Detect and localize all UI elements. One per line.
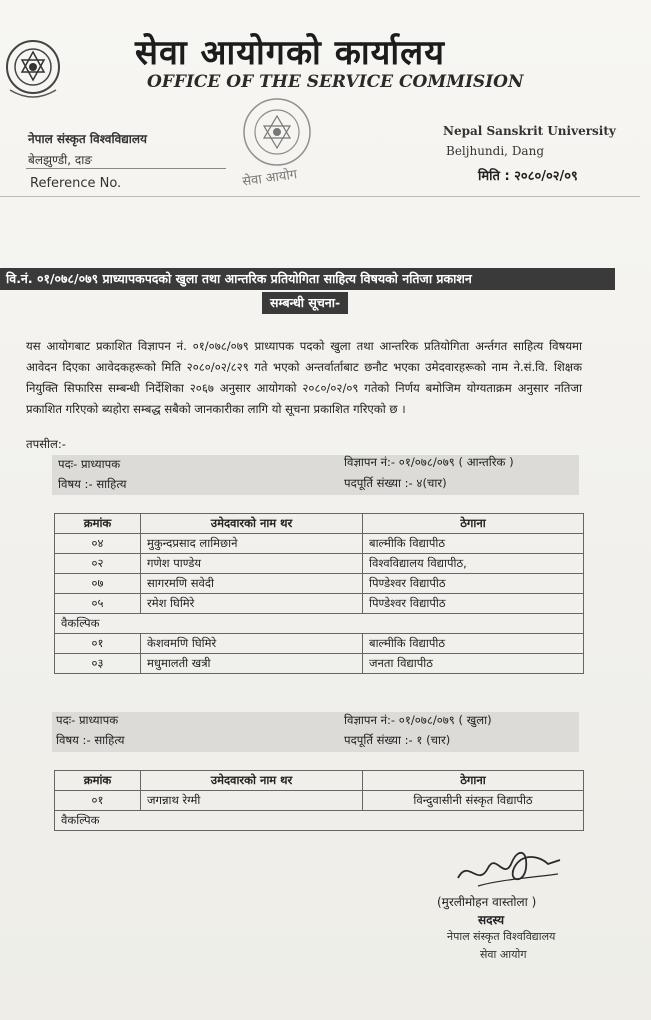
serial-cell: ०३: [55, 654, 141, 674]
notice-paragraph: यस आयोगबाट प्रकाशित विज्ञापन नं. ०१/०७८/०७९ प्राध्यापक पदको खुला तथा आन्तरिक प्रतियोगिता अर्न्तगत साहित्य विषयमा आवेदन दिएका आवेदकहरूको मिति २०८०/०२/८२९ गते भएको अन्तर्वार्ताबाट छनौट भएका उमेदवारहरूको नाम ने.सं.वि. शिक्षक नियुक्ति सिफारिस सम्बन्धी निर्देशिका २०६७ अनुसार आयोगको २०८०/०२/०९ गतेको निर्णय बमोजिम योग्यताक्रम अनुसार नतिजा प्रकाशित गरिएको ब्यहोरा सम्बद्ध सबैको जानकारीका लागि यो सूचना प्रकाशित गरिएको छ ।: [26, 339, 582, 416]
signatory-org: नेपाल संस्कृत विश्वविद्यालय: [447, 930, 556, 943]
notice-heading-line1: वि.नं. ०१/०७८/०७९ प्राध्यापकपदको खुला तथा आन्तरिक प्रतियोगिता साहित्य विषयको नतिजा प्रकाशन: [0, 268, 615, 290]
address-cell: विश्वविद्यालय विद्यापीठ,: [363, 554, 584, 574]
serial-cell: ०१: [55, 791, 141, 811]
section1-subject: विषय :- साहित्य: [58, 477, 127, 491]
column-header-address: ठेगाना: [363, 514, 584, 534]
alternate-label-row: [55, 811, 584, 831]
table-row: [55, 791, 584, 811]
section2-ad-number: विज्ञापन नं:- ०१/०७८/०७९ ( खुला): [344, 713, 492, 727]
section2-seats: पदपूर्ति संख्या :- १ (चार): [344, 733, 451, 747]
name-cell: रमेश घिमिरे: [141, 594, 363, 614]
section1-results-table: [54, 513, 584, 674]
table-row: [55, 554, 584, 574]
university-name-nepali: नेपाल संस्कृत विश्वविद्यालय: [28, 132, 148, 146]
name-cell: केशवमणि घिमिरे: [141, 634, 363, 654]
column-header-serial: क्रमांक: [55, 771, 141, 791]
signatory-name: (मुरलीमोहन वास्तोला ): [437, 895, 537, 909]
address-cell: विन्दुवासीनी संस्कृत विद्यापीठ: [363, 791, 584, 811]
column-header-name: उमेदवारको नाम थर: [141, 771, 363, 791]
university-name-english: Nepal Sanskrit University: [443, 124, 616, 138]
header-bottom-rule: [0, 196, 640, 197]
name-cell: सागरमणि सवेदी: [141, 574, 363, 594]
notice-date: मिति : २०८०/०२/०९: [478, 169, 578, 184]
seal-text: सेवा आयोग: [241, 167, 299, 190]
address-cell: बाल्मीकि विद्यापीठ: [363, 534, 584, 554]
header-left-rule: [26, 168, 226, 169]
section1-seats: पदपूर्ति संख्या :- ४(चार): [344, 476, 447, 490]
serial-cell: ०७: [55, 574, 141, 594]
serial-cell: ०५: [55, 594, 141, 614]
name-cell: गणेश पाण्डेय: [141, 554, 363, 574]
table-row: [55, 594, 584, 614]
section2-results-table: [54, 770, 584, 831]
section2-info-band: [52, 712, 579, 752]
table-row: [55, 654, 584, 674]
name-cell: मधुमालती खत्री: [141, 654, 363, 674]
column-header-serial: क्रमांक: [55, 514, 141, 534]
table-header-row: [55, 514, 584, 534]
table-row: [55, 534, 584, 554]
university-address-english: Beljhundi, Dang: [446, 144, 544, 158]
office-title-nepali: सेवा आयोगको कार्यालय: [135, 33, 445, 73]
alternate-label: वैकल्पिक: [55, 614, 584, 634]
name-cell: मुकुन्दप्रसाद लामिछाने: [141, 534, 363, 554]
section2-post: पदः- प्राध्यापक: [56, 713, 119, 727]
signatory-role: सदस्य: [478, 913, 505, 927]
table-row: [55, 634, 584, 654]
reference-label: Reference No.: [30, 176, 122, 191]
tapasil-label: तपसील:-: [26, 437, 66, 451]
section2-subject: विषय :- साहित्य: [56, 733, 125, 747]
university-emblem-icon: [4, 34, 62, 100]
table-header-row: [55, 771, 584, 791]
address-cell: जनता विद्यापीठ: [363, 654, 584, 674]
signature-icon: [448, 838, 568, 898]
section1-post: पदः- प्राध्यापक: [58, 457, 121, 471]
column-header-name: उमेदवारको नाम थर: [141, 514, 363, 534]
office-title-english: OFFICE OF THE SERVICE COMMISION: [147, 72, 524, 92]
table-row: [55, 574, 584, 594]
column-header-address: ठेगाना: [363, 771, 584, 791]
alternate-label: वैकल्पिक: [55, 811, 584, 831]
serial-cell: ०४: [55, 534, 141, 554]
signatory-unit: सेवा आयोग: [480, 948, 527, 961]
notice-heading-line2: सम्बन्धी सूचना-: [262, 292, 348, 314]
serial-cell: ०२: [55, 554, 141, 574]
alternate-label-row: [55, 614, 584, 634]
university-address-nepali: बेलझुण्डी, दाङ: [28, 153, 93, 167]
address-cell: बाल्मीकि विद्यापीठ: [363, 634, 584, 654]
address-cell: पिण्डेश्वर विद्यापीठ: [363, 594, 584, 614]
address-cell: पिण्डेश्वर विद्यापीठ: [363, 574, 584, 594]
serial-cell: ०१: [55, 634, 141, 654]
name-cell: जगन्नाथ रेग्मी: [141, 791, 363, 811]
section1-ad-number: विज्ञापन नं:- ०१/०७८/०७९ ( आन्तरिक ): [344, 455, 514, 469]
commission-seal-icon: [238, 92, 316, 174]
